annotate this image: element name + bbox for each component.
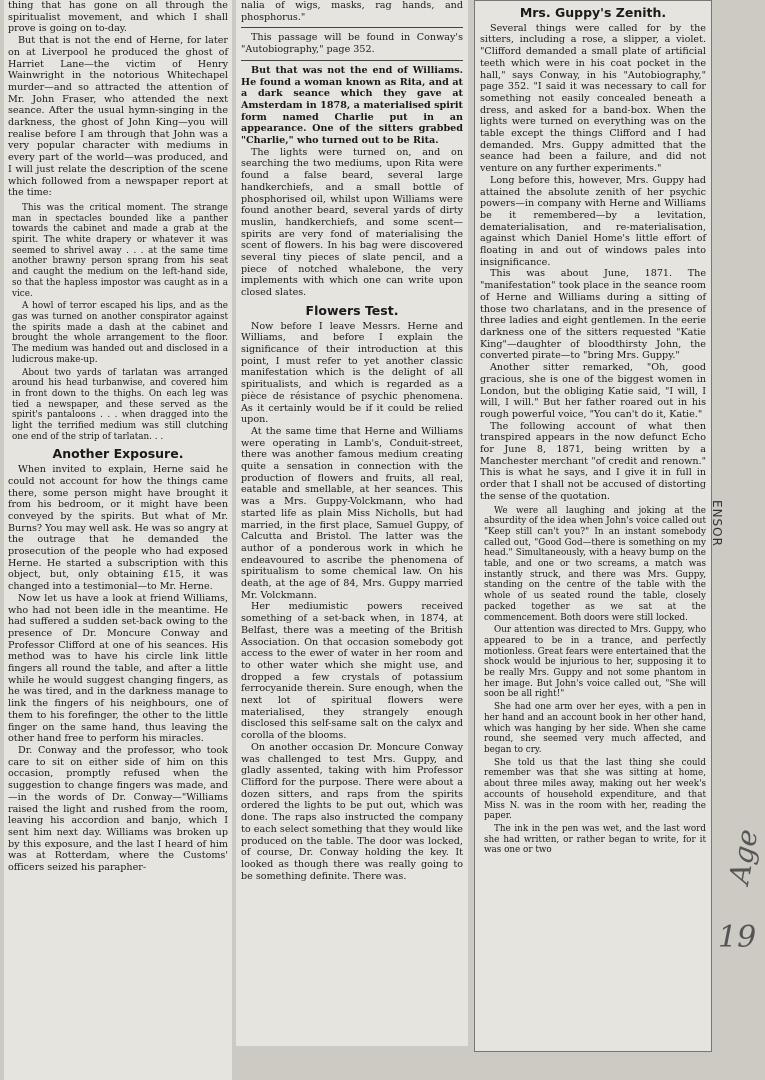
quoted-paragraph: Our attention was directed to Mrs. Guppy, who appeared to be in a trance, and perfectly motionless. Great fears were entertained that the shock would be injurious to her, supposing it to be really Mrs. Guppy and not some phantom in her image. But John's voice called out, "She will soon be all right!" [484,625,706,700]
divider [241,27,463,28]
paragraph: When invited to explain, Herne said he could not account for how the things came there, some person might have brought it from his bedroom, or it might have been conveyed by the spirits. But what of Mr. Burns? You may well ask. He was so angry at the outrage that he demanded the prosecution of the people who had exposed Herne. He started a subscription with this object, but, only obtaining £15, it was changed into a testimonial—to Mr. Herne. [8,464,228,593]
col3-quote [480,506,706,857]
heading-mrs-guppys-zenith: Mrs. Guppy's Zenith. [519,5,667,20]
paragraph: On another occasion Dr. Moncure Conway was challenged to test Mrs. Guppy, and gladly assented, taking with him Professor Clifford for the purpose. There were about a dozen sitters, and raps from the spirits ordered the lights to be put out, which was done. The raps also instructed the company to each select something that they would like produced on the table. The door was locked, of course, Dr. Conway holding the key. It looked as though there was really going to be something definite. There was. [241,741,463,882]
paragraph: Long before this, however, Mrs. Guppy had attained the absolute zenith of her psychic powers—in company with Herne and Williams be it remembered—by a levitation, dematerialisation, and re-materialisation, against which Daniel Home's little effort of floating in and out of windows pales into insignificance. [480,174,706,268]
column-3 [474,0,712,1052]
heading-another-exposure: Another Exposure. [52,446,184,462]
divider [241,60,463,61]
quoted-paragraph: This was the critical moment. The strange man in spectacles bounded like a panther towards the cabinet and made a grab at the spirit. The white drapery or whatever it was seemed to shrivel away . . . at the same time another brawny person sprang from his seat and caught the medium on the left-hand side, so that the hapless impostor was caught as in a vice. [12,202,228,299]
paragraph: The following account of what then transpired appears in the now defunct Echo for June 8, 1871, being written by a Manchester merchant "of credit and renown." This is what he says, and I give it in full in order that I shall not be accused of distorting the sense of the quotation. [480,420,706,502]
source-note: This passage will be found in Conway's "Autobiography," page 352. [241,32,463,56]
col2-continuation: nalia of wigs, masks, rag hands, and phosphorus." [241,0,463,23]
heading-flowers-test: Flowers Test. [305,302,399,318]
paragraph: Now before I leave Messrs. Herne and Williams, and before I explain the significance of their introduction at this point, I must refer to yet another classic manifestation which is the delight of all spiritualists, and which is regarded as a pièce de résistance of psychic phenomena. As it certainly would be if it could be relied upon. [241,320,463,426]
paragraph: This was about June, 1871. The "manifestation" took place in the seance room of Herne and Williams during a sitting of those two charlatans, and in the presence of three ladies and eight gentlemen. In the eerie darkness one of the sitters requested "Katie King"—daughter of bloodthirsty John, the converted pirate—to "bring Mrs. Guppy." [480,268,706,362]
paragraph: Now let us have a look at friend Williams, who had not been idle in the meantime. He had suffered a sudden set-back owing to the presence of Dr. Moncure Conway and Professor Clifford at one of his seances. His method was to have his circle link little fingers all round the table, and after a little while he would suggest changing fingers, as he was tired, and in the darkness manage to link the fingers of his neighbours, one of them to his forefinger, the other to the little finger on the same hand, thus leaving the other hand free to perform his miracles. [8,592,228,745]
quoted-paragraph: The ink in the pen was wet, and the last word she had written, or rather began to write, for it was one or two [484,823,706,856]
paragraph: thing that has gone on all through the spiritualist movement, and which I shall prove is going on to-day. [8,0,228,35]
paragraph: But that is not the end of Herne, for later on at Liverpool he produced the ghost of Harriet Lane—the victim of Henry Wainwright in the notorious Whitechapel murder—and so attracted the attention of Mr. John Fraser, who attended the next seance. After the usual hymn-singing in the darkness, the ghost of John King—you will realise before I am through that John was a very popular character with mediums in every part of the world—was produced, and I will just relate the description of the scene which followed from a newspaper report at the time: [8,35,228,199]
handwritten-note-number: 19 [718,920,757,955]
column-1 [4,0,232,1080]
paragraph: Her mediumistic powers received something of a set-back when, in 1874, at Belfast, there was a meeting of the British Association. On that occasion somebody got access to the ewer of water in her room and to other water which she might use, and dropped a few crystals of potassium ferrocyanide therein. Sure enough, when the next lot of spiritual flowers were materialised, they strangely enough disclosed this self-same salt on the calyx and corolla of the blooms. [241,601,463,742]
col2-paragraphs-top [241,147,463,299]
quoted-paragraph: She had one arm over her eyes, with a pen in her hand and an account book in her other hand, which was hanging by her side. When she came round, she seemed very much affected, and began to cry. [484,702,706,755]
paragraph: The lights were turned on, and on searching the two mediums, upon Rita were found a false beard, several large handkerchiefs, and a small bottle of phosphorised oil, whilst upon Williams were found another beard, several yards of dirty muslin, handkerchiefs, and some scent—spirits are very fond of materialising the scent of flowers. In his bag were discovered several tiny pieces of slate pencil, and a piece of notched whalebone, the very implements with which one can write upon closed slates. [241,146,463,299]
handwritten-note-age: Age [722,826,765,887]
quoted-paragraph: A howl of terror escaped his lips, and as the gas was turned on another conspirator against the spirits made a dash at the cabinet and brought the whole arrangement to the floor. The medium was handed out and disclosed in a ludicrous make-up. [12,301,228,365]
quoted-paragraph: About two yards of tarlatan was arranged around his head turbanwise, and covered him in front down to the thighs. On each leg was tied a newspaper, and these served as the spirit's pantaloons . . . when dragged into the light the terrified medium was still clutching one end of the strip of tarlatan. . . [12,367,228,442]
paragraph: Dr. Conway and the professor, who took care to sit on either side of him on this occasion, promptly refused when the suggestion to change fingers was made, and—in the words of Dr. Conway—"Williams raised the light and rushed from the room, leaving his accordion and banjo, which I sent him next day. Williams was broken up by this exposure, and the last I heard of him was at Rotterdam, where the Customs' officers seized his parapher- [8,745,228,874]
col1-paragraphs-bottom [8,464,228,874]
quoted-paragraph: We were all laughing and joking at the absurdity of the idea when John's voice called out "Keep still can't you?" In an instant somebody called out, "Good God—there is something on my head." Simultaneously, with a heavy bump on the table, and one or two screams, a match was instantly struck, and there was Mrs. Guppy, standing on the centre of the table with the whole of us seated round the table, closely packed together as we sat at the commencement. Both doors were still locked. [484,505,706,623]
col3-paragraphs [480,23,706,503]
col2-bold-paragraph: But that was not the end of Williams. He found a woman known as Rita, and at a dark seance which they gave at Amsterdam in 1878, a materialised spirit form named Charlie put in an appearance. One of the sitters grabbed "Charlie," who turned out to be Rita. [241,64,463,147]
paragraph: Another sitter remarked, "Oh, good gracious, she is one of the biggest women in London, but the obliging Katie said, "I will, I will, I will." But her father roared out in his rough powerful voice, "You can't do it, Katie." [480,362,706,420]
col2-paragraphs-bottom [241,321,463,883]
col1-quote [8,203,228,442]
column-2 [236,0,468,1046]
paragraph: At the same time that Herne and Williams were operating in Lamb's, Conduit-street, there was another famous medium creating quite a sensation in connection with the production of flowers and fruits, all real, eatable and smellable, at her seances. This was a Mrs. Guppy-Volckmann, who had started life as plain Miss Nicholls, but had married, in the first place, Samuel Guppy, of Calcutta and Bristol. The latter was the author of a ponderous work in which he endeavoured to ascribe the phenomena of spiritualism to some chemical law. On his death, at the age of 84, Mrs. Guppy married Mr. Volckmann. [241,425,463,601]
quoted-paragraph: She told us that the last thing she could remember was that she was sitting at home, about three miles away, making out her week's accounts of household expenditure, and that Miss N. was in the room with her, reading the paper. [484,757,706,822]
col1-paragraphs-top [8,0,228,199]
paragraph: Several things were called for by the sitters, including a rose, a slipper, a violet. "Clifford demanded a small plate of artificial teeth which were in his coat pocket in the hall," says Conway, in his "Autobiography," page 352. "I said it was necessary to call for something not easily concealed beneath a dress, and asked for a band-box. When the lights were turned on everything was on the table except the things Clifford and I had demanded. Mrs. Guppy admitted that the seance had been a failure, and did not venture on any further experiments." [480,22,706,175]
vertical-stamp: ENSOR [710,500,724,547]
